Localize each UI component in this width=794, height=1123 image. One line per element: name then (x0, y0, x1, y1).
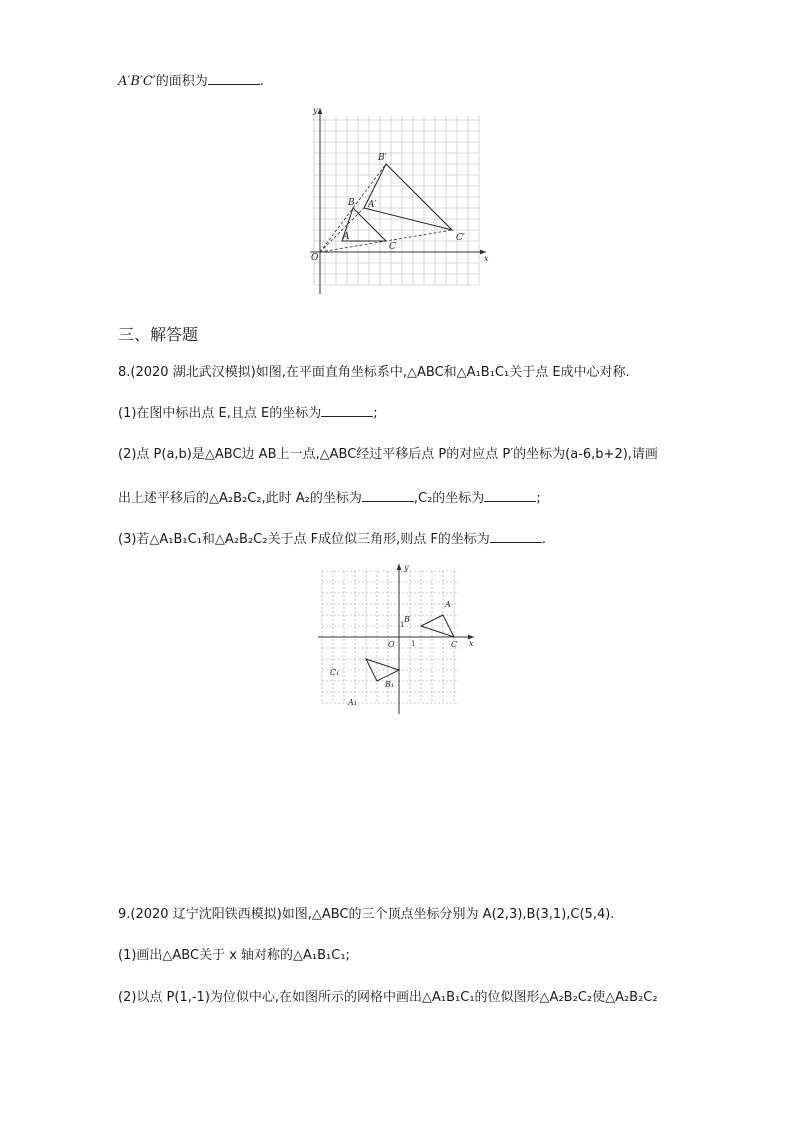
point-b-prime-label: B′ (378, 153, 387, 163)
figure-1-grid (296, 100, 496, 300)
section-title: 三、解答题 (118, 325, 199, 344)
q9-part2: (2)以点 P(1,-1)为位似中心,在如图所示的网格中画出△A₁B₁C₁的位似图形△A₂B₂C₂使△A₂B₂C₂ (118, 990, 658, 1005)
point-c-label: C (389, 242, 396, 252)
triangle-abc (421, 615, 454, 637)
answer-blank[interactable] (208, 72, 260, 85)
q8-part2b-text2: ,C₂的坐标为 (413, 491, 485, 506)
point-a-label: A (445, 600, 451, 609)
y-axis-label: y (404, 563, 409, 572)
x-axis-label: x (469, 639, 474, 648)
q8-part1 (118, 404, 378, 422)
q8-part3-blank[interactable] (490, 530, 542, 543)
y-axis-arrow-icon (397, 564, 402, 570)
figure-1-gridlines (314, 116, 479, 285)
y-axis-label: y (313, 106, 318, 115)
q9-part1: (1)画出△ABC关于 x 轴对称的△A₁B₁C₁; (118, 948, 350, 963)
q8-part1-blank[interactable] (321, 404, 373, 417)
q8-part2a: (2)点 P(a,b)是△ABC边 AB上一点,△ABC经过平移后点 P的对应点 P′的坐标为(a-6,b+2),请画 (118, 447, 658, 462)
point-c1-label: C₁ (330, 668, 340, 677)
q8-part3-text: (3)若△A₁B₁C₁和△A₂B₂C₂关于点 F成位似三角形,则点 F的坐标为 (118, 532, 490, 547)
q8-a2-blank[interactable] (362, 489, 414, 502)
point-c-prime-label: C′ (456, 233, 465, 243)
point-a-label: A (343, 232, 350, 242)
q9-intro: 9.(2020 辽宁沈阳铁西模拟)如图,△ABC的三个顶点坐标分别为 A(2,3),B(3,1),C(5,4). (118, 907, 615, 922)
top-line-suffix: . (259, 74, 264, 89)
point-c-label: C (451, 640, 458, 649)
q8-intro: 8.(2020 湖北武汉模拟)如图,在平面直角坐标系中,△ABC和△A₁B₁C₁关于点 E成中心对称. (118, 365, 630, 380)
point-b1-label: B₁ (385, 680, 395, 689)
q8-part3-end: . (541, 532, 546, 547)
triangle-name: A′B′C′ (118, 74, 156, 89)
q8-part1-text: (1)在图中标出点 E,且点 E的坐标为 (118, 406, 322, 421)
q8-part2b (118, 489, 541, 507)
point-a1-label: A₁ (348, 698, 357, 707)
point-b-label: B (404, 615, 410, 624)
origin-label: O (388, 640, 395, 649)
q8-c2-blank[interactable] (484, 489, 536, 502)
q8-part2b-end: ; (536, 491, 541, 506)
q8-part1-end: ; (373, 406, 378, 421)
point-a-prime-label: A′ (368, 200, 377, 210)
origin-label: O (311, 253, 319, 263)
unit-y-label: 1 (400, 621, 405, 629)
top-line (118, 72, 264, 90)
figure-2-grid (316, 560, 486, 720)
unit-x-label: 1 (411, 640, 416, 648)
top-line-text: 的面积为 (155, 74, 208, 89)
q8-part3 (118, 530, 546, 548)
q8-part2b-text1: 出上述平移后的△A₂B₂C₂,此时 A₂的坐标为 (118, 491, 362, 506)
x-axis-label: x (484, 254, 489, 263)
y-axis-arrow-icon (318, 108, 323, 114)
point-b-label: B (348, 198, 355, 208)
